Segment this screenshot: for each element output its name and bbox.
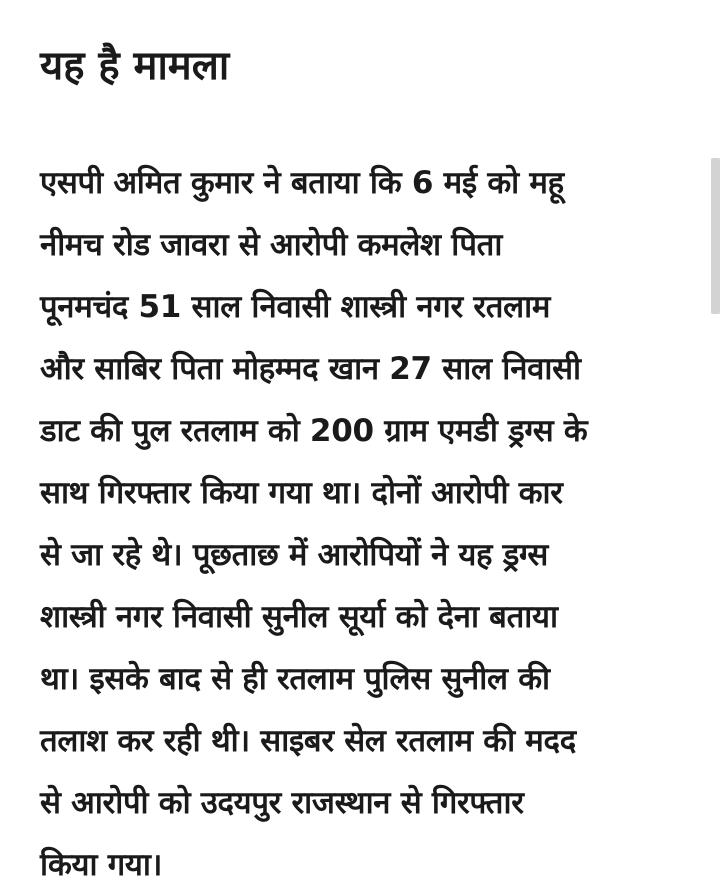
body-line: पूनमचंद 51 साल निवासी शास्त्री नगर रतलाम — [40, 289, 551, 325]
body-line: एसपी अमित कुमार ने बताया कि 6 मई को महू — [40, 165, 564, 201]
article-body — [40, 152, 700, 896]
body-line: शास्त्री नगर निवासी सुनील सूर्या को देना बताया — [40, 599, 558, 635]
body-line: किया गया। — [40, 847, 163, 883]
body-line: तलाश कर रही थी। साइबर सेल रतलाम की मदद — [40, 723, 576, 759]
article-heading: यह है मामला — [40, 43, 230, 89]
body-line: साथ गिरफ्तार किया गया था। दोनों आरोपी कार — [40, 475, 563, 511]
body-line: से आरोपी को उदयपुर राजस्थान से गिरफ्तार — [40, 785, 524, 821]
body-line: डाट की पुल रतलाम को 200 ग्राम एमडी ड्रग्स के — [40, 413, 588, 449]
body-line: से जा रहे थे। पूछताछ में आरोपियों ने यह ड्रग्स — [40, 537, 549, 573]
scrollbar-thumb[interactable] — [711, 158, 720, 314]
body-line: नीमच रोड जावरा से आरोपी कमलेश पिता — [40, 227, 503, 263]
body-line: और साबिर पिता मोहम्मद खान 27 साल निवासी — [40, 351, 581, 387]
body-line: था। इसके बाद से ही रतलाम पुलिस सुनील की — [40, 661, 550, 697]
